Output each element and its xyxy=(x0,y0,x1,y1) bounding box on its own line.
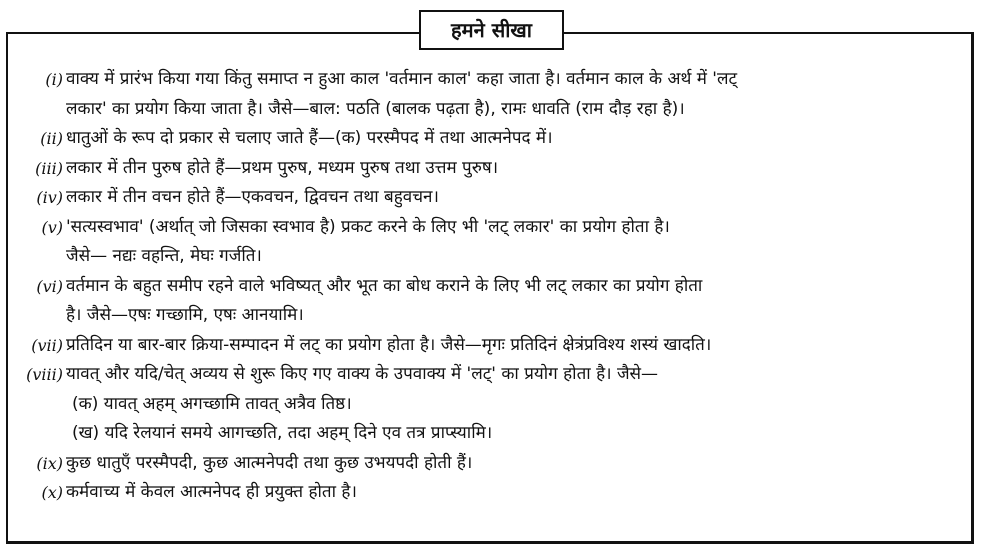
item-text: वाक्य में प्रारंभ किया गया किंतु समाप्त न हुआ काल 'वर्तमान काल' कहा जाता है। वर्तमान काल के अर्थ में 'लट् xyxy=(66,69,738,89)
item-text: यावत् और यदि/चेत् अव्यय से शुरू किए गए वाक्य के उपवाक्य में 'लट्' का प्रयोग होता है। जैसे— xyxy=(66,364,659,384)
item-text: वर्तमान के बहुत समीप रहने वाले भविष्यत् और भूत का बोध कराने के लिए भी लट् लकार का प्रयोग होता xyxy=(66,275,703,296)
item-text: 'सत्यस्वभाव' (अर्थात् जो जिसका स्वभाव है) प्रकट करने के लिए भी 'लट् लकार' का प्रयोग होता है। xyxy=(66,216,670,237)
summary-list xyxy=(0,65,975,508)
list-item-line xyxy=(0,124,975,154)
item-text: प्रतिदिन या बार-बार क्रिया-सम्पादन में लट् का प्रयोग होता है। जैसे—मृगः प्रतिदिनं क्षेत्रंप्रविश्य शस्यं खादति। xyxy=(66,334,712,355)
list-item-line xyxy=(0,301,975,331)
list-item-line xyxy=(0,213,975,243)
list-item-line xyxy=(0,272,975,302)
item-text: धातुओं के रूप दो प्रकार से चलाए जाते हैं—(क) परस्मैपद में तथा आत्मनेपद में। xyxy=(66,128,553,148)
item-number: (ii) xyxy=(40,129,63,148)
item-text: लकार में तीन वचन होते हैं—एकवचन, द्विवचन तथा बहुवचन। xyxy=(66,187,439,207)
list-item-line xyxy=(0,242,975,272)
item-number: (vi) xyxy=(36,276,63,296)
item-number: (viii) xyxy=(26,365,63,384)
sub-example xyxy=(0,419,975,449)
list-item-line xyxy=(0,154,975,184)
sub-example xyxy=(0,390,975,420)
item-number: (iv) xyxy=(36,188,63,207)
item-text: जैसे— नद्यः वहन्ति, मेघः गर्जति। xyxy=(66,246,262,266)
item-number: (iii) xyxy=(35,158,63,178)
list-item-line xyxy=(0,478,975,508)
sub-example-text: (ख) यदि रेलयानं समये आगच्छति, तदा अहम् दिने एव तत्र प्राप्स्यामि। xyxy=(72,423,493,443)
item-number: (x) xyxy=(41,483,63,502)
box-title: हमने सीखा xyxy=(419,10,564,50)
item-text: कुछ धातुएँ परस्मैपदी, कुछ आत्मनेपदी तथा कुछ उभयपदी होती हैं। xyxy=(66,452,473,473)
list-item-line xyxy=(0,95,975,125)
list-item-line xyxy=(0,65,975,95)
sub-example-text: (क) यावत् अहम् अगच्छामि तावत् अत्रैव तिष्ठ। xyxy=(72,393,352,414)
item-number: (vii) xyxy=(31,335,63,355)
list-item-line xyxy=(0,449,975,479)
list-item-line xyxy=(0,183,975,213)
item-number: (v) xyxy=(41,217,63,237)
item-text: है। जैसे—एषः गच्छामि, एषः आनयामि। xyxy=(66,305,304,325)
item-text: लकार' का प्रयोग किया जाता है। जैसे—बाल: पठति (बालक पढ़ता है), रामः धावति (राम दौड़ रहा है)। xyxy=(66,98,685,119)
list-item-line xyxy=(0,331,975,361)
item-text: कर्मवाच्य में केवल आत्मनेपद ही प्रयुक्त होता है। xyxy=(66,482,357,502)
item-number: (i) xyxy=(45,70,63,89)
item-text: लकार में तीन पुरुष होते हैं—प्रथम पुरुष, मध्यम पुरुष तथा उत्तम पुरुष। xyxy=(66,157,499,178)
item-number: (ix) xyxy=(36,453,63,473)
list-item-line xyxy=(0,360,975,390)
